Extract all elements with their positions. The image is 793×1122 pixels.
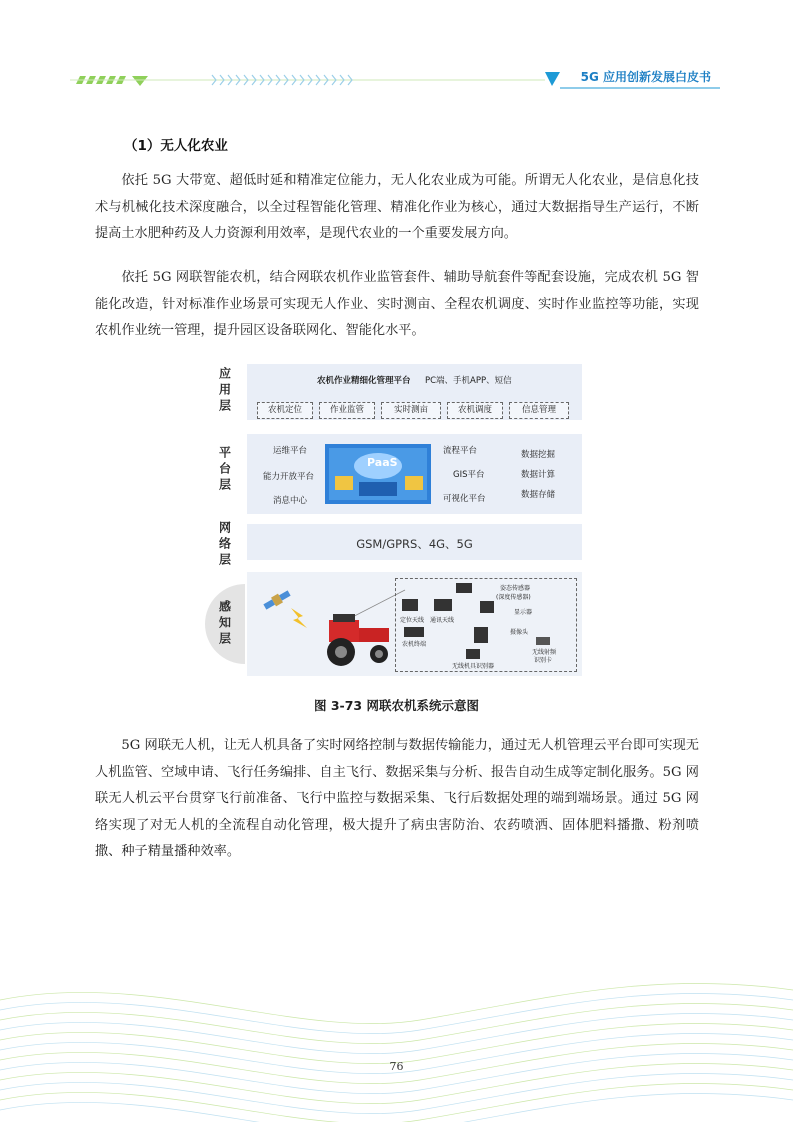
layer-label-application: 应用层	[217, 367, 232, 415]
antenna-device-icon	[402, 599, 418, 611]
device-group	[395, 578, 577, 672]
application-layer-box	[247, 364, 582, 420]
reader-device-icon	[466, 649, 480, 659]
paragraph-drones: 5G 网联无人机，让无人机具备了实时网络控制与数据传输能力，通过无人机管理云平台即可实现无人机监管、空域申请、飞行任务编排、自主飞行、数据采集与分析、报告自动生成等定制化服务。5G 网联无人机云平台贯穿飞行前准备、飞行中监控与数据采集、飞行后数据处理的端到端场景。通过 5G 网络实现了对无人机的全流程自动化管理，极大提升了病虫害防治、农药喷洒、固体肥料播撒、粉剂喷撒、种子精量播种效率。	[95, 738, 699, 859]
application-platform: 农机作业精细化管理平台	[317, 376, 411, 386]
app-module: 实时测亩	[381, 402, 441, 419]
header-title: 5G 应用创新发展白皮书	[580, 70, 711, 84]
camera-device-icon	[474, 627, 488, 643]
device-label: (深度传感器)	[496, 594, 531, 601]
device-label: 通讯天线	[430, 617, 455, 624]
figure-caption: 图 3-73 网联农机系统示意图	[314, 698, 479, 713]
application-channels: PC端、手机APP、短信	[425, 376, 512, 386]
app-module: 农机定位	[257, 402, 313, 419]
rfid-card-icon	[536, 637, 550, 645]
layer-label-network: 网络层	[217, 521, 232, 569]
paragraph-intro: 依托 5G 大带宽、超低时延和精准定位能力，无人化农业成为可能。所谓无人化农业，是信息化技术与机械化技术深度融合，以全过程智能化管理、精准化作业为核心，通过大数据指导生产运行，不断提高土水肥种药及人力资源利用效率，是现代农业的一个重要发展方向。	[95, 173, 699, 241]
device-label: 无线射频	[532, 649, 557, 656]
platform-item: 运维平台	[273, 446, 308, 456]
platform-item: 数据挖掘	[521, 450, 556, 460]
monitor-device-icon	[480, 601, 494, 613]
figure-diagram	[205, 360, 588, 680]
device-label: 定位天线	[400, 617, 425, 624]
paas-label: PaaS	[367, 456, 398, 469]
platform-item: GIS平台	[453, 470, 485, 480]
app-module: 信息管理	[509, 402, 569, 419]
platform-layer-box	[247, 434, 582, 514]
layer-label-platform: 平台层	[217, 446, 232, 494]
footer-wave-decoration	[0, 960, 793, 1122]
platform-item: 能力开放平台	[263, 472, 315, 482]
terminal-device-icon	[404, 627, 424, 637]
platform-item: 流程平台	[443, 446, 478, 456]
comm-device-icon	[434, 599, 452, 611]
device-label: 显示器	[514, 609, 533, 616]
device-label: 摄像头	[510, 629, 529, 636]
device-label: 农机终端	[402, 641, 427, 648]
platform-item: 数据计算	[521, 470, 556, 480]
paragraph-machinery: 依托 5G 网联智能农机，结合网联农机作业监管套件、辅助导航套件等配套设施，完成农机 5G 智能化改造，针对标准作业场景可实现无人作业、实时测亩、全程农机调度、实时作业监控等功能，实现农机作业统一管理，提升园区设备联网化、智能化水平。	[95, 270, 699, 338]
sensor-device-icon	[456, 583, 472, 593]
device-label: 姿态传感器	[500, 585, 531, 592]
paas-cloud-icon	[323, 440, 433, 508]
device-label: 无线机具识别器	[452, 663, 495, 670]
network-technologies: GSM/GPRS、4G、5G	[356, 537, 473, 551]
device-label: 识别卡	[534, 657, 553, 664]
app-module: 农机调度	[447, 402, 503, 419]
section-title: （1）无人化农业	[124, 138, 228, 154]
layer-label-perception: 感知层	[205, 584, 245, 664]
app-module: 作业监管	[319, 402, 375, 419]
perception-layer-box	[247, 572, 582, 676]
platform-item: 数据存储	[521, 490, 556, 500]
platform-item: 消息中心	[273, 496, 308, 506]
platform-item: 可视化平台	[443, 494, 486, 504]
page-number: 76	[389, 1060, 404, 1073]
